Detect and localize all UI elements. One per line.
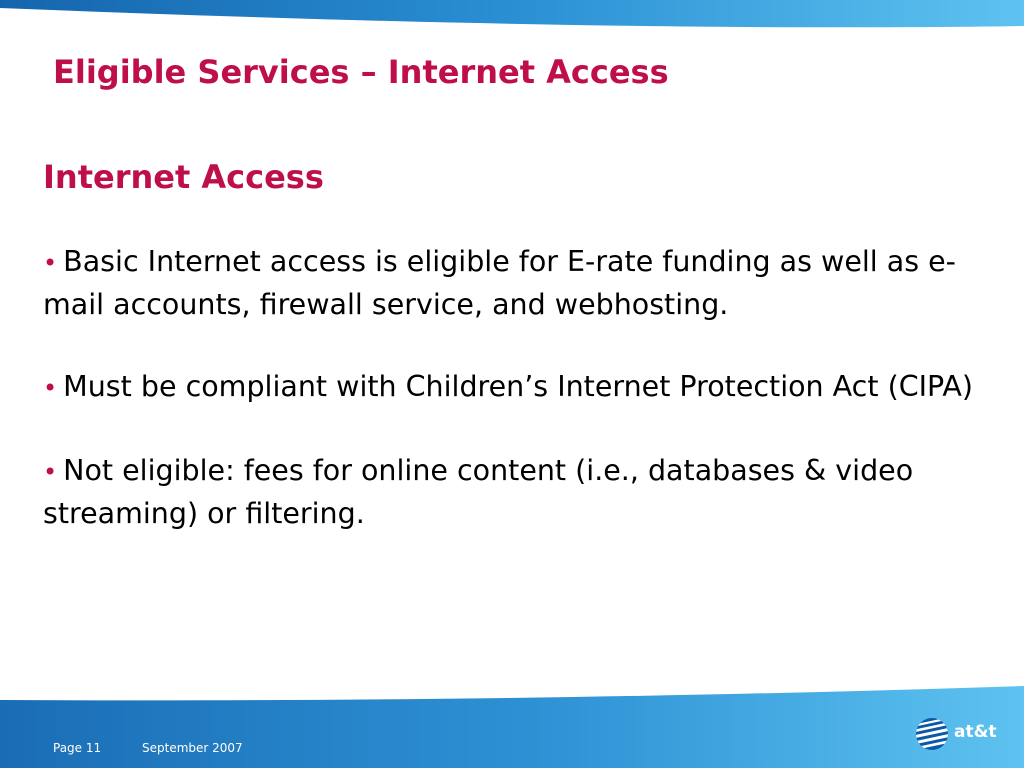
bullet-text: Not eligible: fees for online content (i.e., databases & video streaming) or filtering. — [43, 454, 914, 530]
att-globe-icon — [915, 717, 949, 751]
footer-page-number: Page 11 — [53, 741, 102, 755]
bullet-item-cipa — [43, 366, 988, 409]
bullet-marker: • — [43, 249, 58, 277]
section-heading: Internet Access — [43, 158, 324, 196]
bullet-item-not-eligible — [43, 450, 988, 534]
bullet-item-eligible-access — [43, 241, 988, 325]
bullet-text: Basic Internet access is eligible for E-rate funding as well as e-mail accounts, firewall service, and webhosting. — [43, 245, 956, 321]
bottom-decorative-band — [0, 686, 1024, 768]
bullet-marker: • — [43, 458, 58, 486]
bullet-marker: • — [43, 374, 58, 402]
slide-title: Eligible Services – Internet Access — [53, 53, 669, 91]
footer-date: September 2007 — [142, 741, 243, 755]
att-logo — [915, 717, 1005, 751]
att-wordmark: at&t — [954, 722, 997, 742]
bullet-list — [43, 241, 988, 575]
bullet-text: Must be compliant with Children’s Internet Protection Act (CIPA) — [63, 370, 973, 403]
top-decorative-band — [0, 0, 1024, 40]
